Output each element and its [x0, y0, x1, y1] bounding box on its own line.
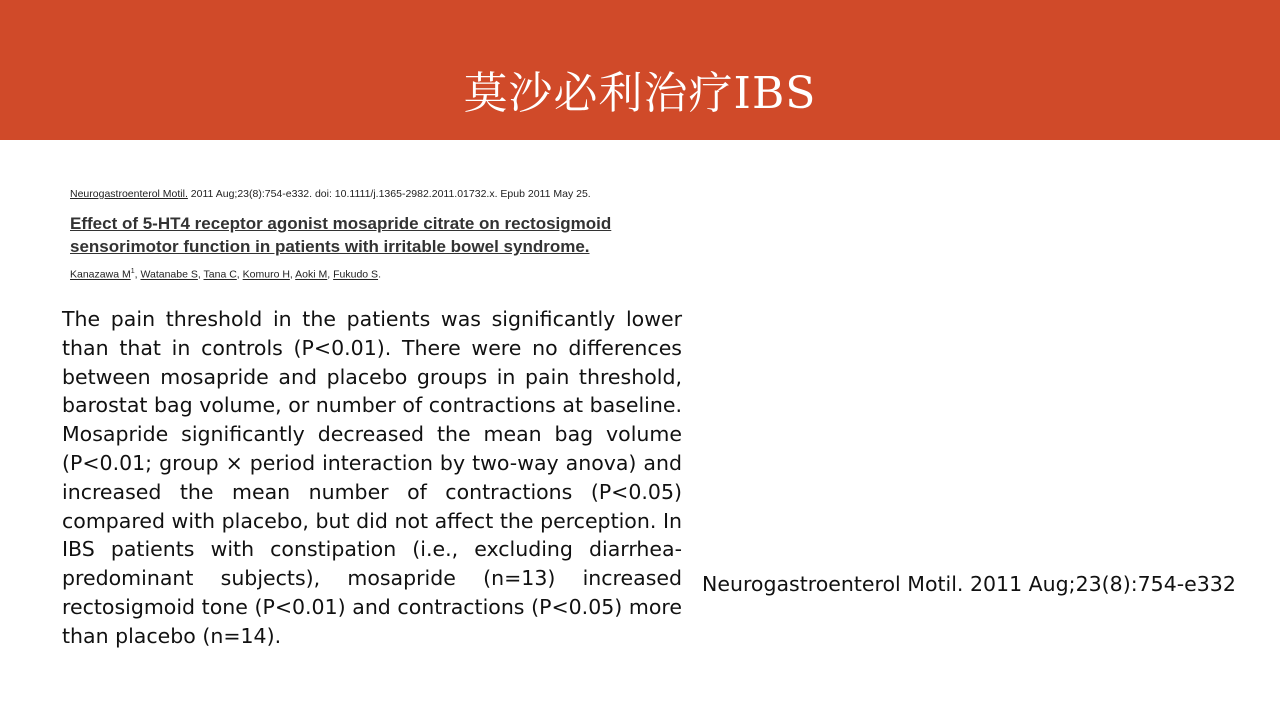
slide-title: 莫沙必利治疗IBS — [463, 68, 817, 119]
author-link[interactable]: Kanazawa M — [70, 268, 131, 281]
author-affiliation-mark: 1 — [130, 268, 135, 275]
author-link[interactable]: Fukudo S — [333, 268, 379, 281]
article-title[interactable]: Effect of 5-HT4 receptor agonist mosapride citrate on rectosigmoid sensorimotor function in patients with irritable bowel syndrome. — [70, 214, 612, 256]
author-list: Kanazawa $M^1$, Watanabe S, Tana C, Komuro H, Aoki M, Fukudo S. — [70, 268, 381, 281]
citation-details: 2011 Aug;23(8):754-e332. doi: 10.1111/j.1365-2982.2011.01732.x. Epub 2011 May 25. — [187, 188, 591, 200]
journal-link[interactable]: Neurogastroenterol Motil. — [70, 188, 188, 200]
author-link[interactable]: Komuro H — [242, 268, 290, 281]
title-bar — [0, 0, 1280, 140]
side-citation: Neurogastroenterol Motil. 2011 Aug;23(8):754-e332 — [702, 572, 1236, 596]
abstract-text: The pain threshold in the patients was significantly lower than that in controls (P<0.01). There were no differences between mosapride and placebo groups in pain threshold, barostat bag volume, or number of contractions at baseline. Mosapride significantly decreased the mean bag volume (P<0.01; group × period interaction by two-way anova) and increased the mean number of contractions (P<0.05) compared with placebo, but did not affect the perception. In IBS patients with constipation (i.e., excluding diarrhea-predominant subjects), mosapride (n=13) increased rectosigmoid tone (P<0.01) and contractions (P<0.05) more than placebo (n=14). — [62, 307, 682, 648]
author-link[interactable]: Tana C — [203, 268, 237, 281]
author-link[interactable]: Aoki M — [295, 268, 328, 281]
citation-block — [70, 186, 710, 283]
citation-line — [70, 186, 710, 202]
author-link[interactable]: Watanabe S — [140, 268, 198, 281]
